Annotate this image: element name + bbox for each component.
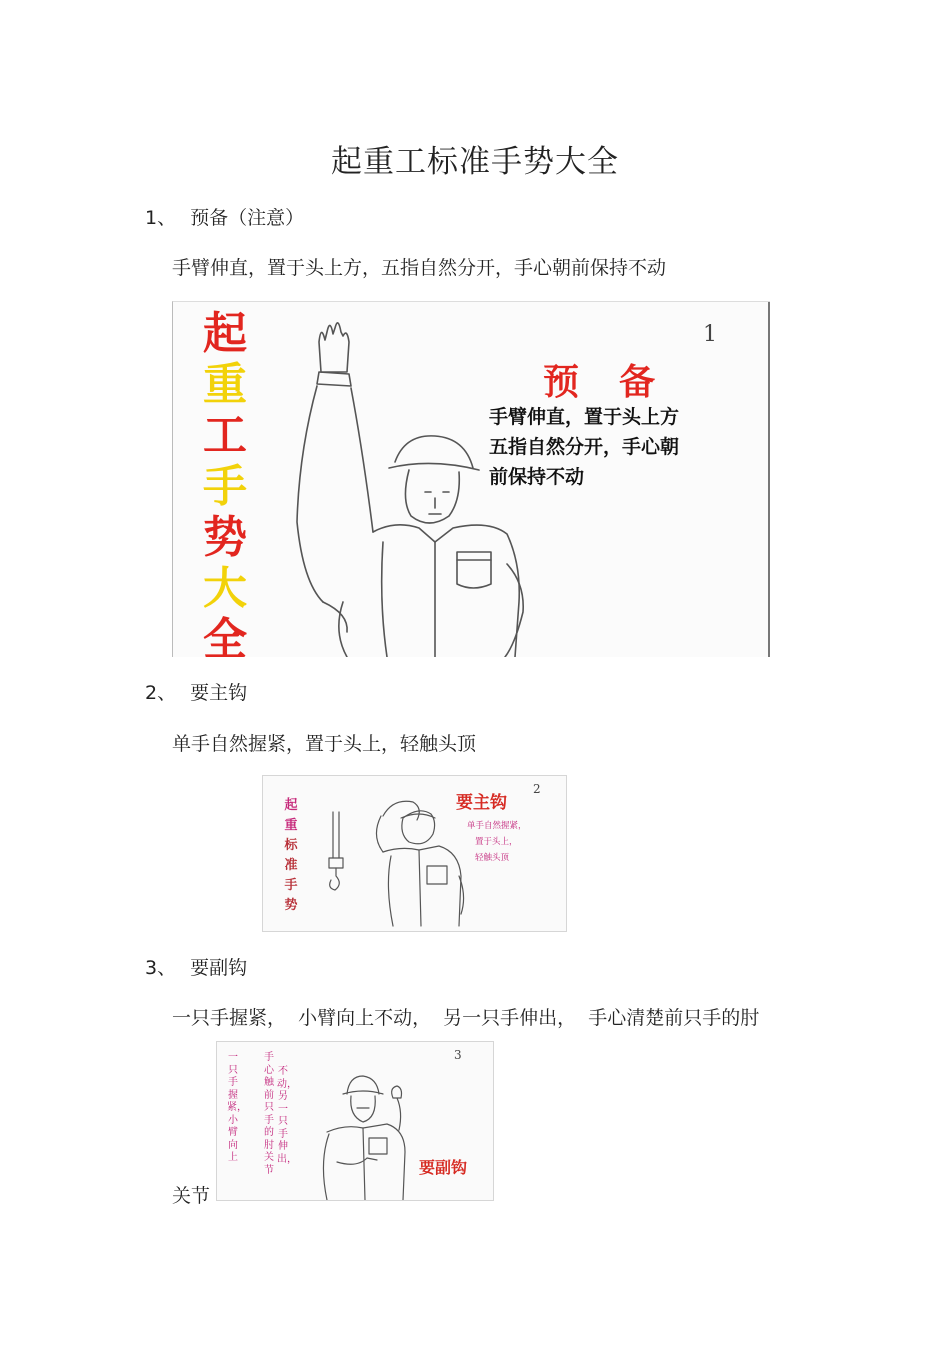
figure-2-text-line: 置于头上， xyxy=(475,837,518,847)
figure-3-text-column: 不动，另一只手伸出， xyxy=(277,1066,297,1165)
figure-3-text-column: 一只手握紧，小臂向上 xyxy=(227,1052,247,1163)
figure-1-number: 1 xyxy=(703,322,717,347)
figure-2-main-hook-gesture xyxy=(262,775,567,932)
figure-1-text xyxy=(489,402,679,492)
figure-2-text-line: 轻触头顶 xyxy=(475,853,510,863)
figure-1-gesture-label: 预备 xyxy=(543,361,696,403)
figure-1-text-line: 五指自然分开，手心朝 xyxy=(489,436,680,458)
figure-1-ready-gesture xyxy=(172,301,770,657)
figure-2-text-line: 单手自然握紧， xyxy=(467,821,527,831)
side-title-char: 势 xyxy=(203,512,247,563)
side-title-char: 重 xyxy=(284,818,298,833)
side-title-char: 起 xyxy=(203,308,247,359)
side-title-char: 重 xyxy=(203,359,247,410)
section-2-title: 要主钩 xyxy=(190,682,248,704)
side-title-char: 标 xyxy=(284,838,298,853)
section-1-title: 预备（注意） xyxy=(190,207,305,229)
section-2-description: 单手自然握紧，置于头上，轻触头顶 xyxy=(172,733,477,755)
side-title-char: 全 xyxy=(203,614,247,657)
figure-3-aux-hook-gesture xyxy=(216,1041,494,1201)
figure-1-text-line: 前保持不动 xyxy=(489,466,585,488)
figure-3-number: 3 xyxy=(454,1048,462,1062)
figure-1-side-title xyxy=(195,308,255,657)
figure-1-text-line: 手臂伸直，置于头上方 xyxy=(489,406,680,428)
figure-2-gesture-label: 要主钩 xyxy=(456,793,507,813)
section-3-heading xyxy=(145,953,247,980)
section-1-number: 1、 xyxy=(145,207,177,229)
section-2-heading xyxy=(145,678,247,705)
side-title-char: 工 xyxy=(203,410,247,461)
section-1-description: 手臂伸直，置于头上方，五指自然分开，手心朝前保持不动 xyxy=(172,257,667,279)
figure-3-gesture-label: 要副钩 xyxy=(419,1158,468,1177)
side-title-char: 起 xyxy=(284,798,298,813)
section-3-description: 一只手握紧， 小臂向上不动， 另一只手伸出， 手心清楚前只手的肘 xyxy=(172,1007,760,1029)
side-title-char: 手 xyxy=(203,461,247,512)
section-3-title: 要副钩 xyxy=(190,957,248,979)
side-title-char: 势 xyxy=(284,898,298,913)
side-title-char: 大 xyxy=(203,563,247,614)
document-title: 起重工标准手势大全 xyxy=(331,144,619,180)
section-2-number: 2、 xyxy=(145,682,177,704)
figure-2-text xyxy=(467,818,527,866)
figure-2-number: 2 xyxy=(533,782,541,796)
section-3-description-continuation: 关节 xyxy=(172,1185,211,1207)
section-3-number: 3、 xyxy=(145,957,177,979)
side-title-char: 手 xyxy=(284,878,298,893)
side-title-char: 准 xyxy=(284,858,298,873)
figure-2-side-title xyxy=(281,796,301,916)
section-1-heading xyxy=(145,203,304,230)
figure-3-text-column: 手心触前只手的肘关节 xyxy=(264,1052,274,1176)
